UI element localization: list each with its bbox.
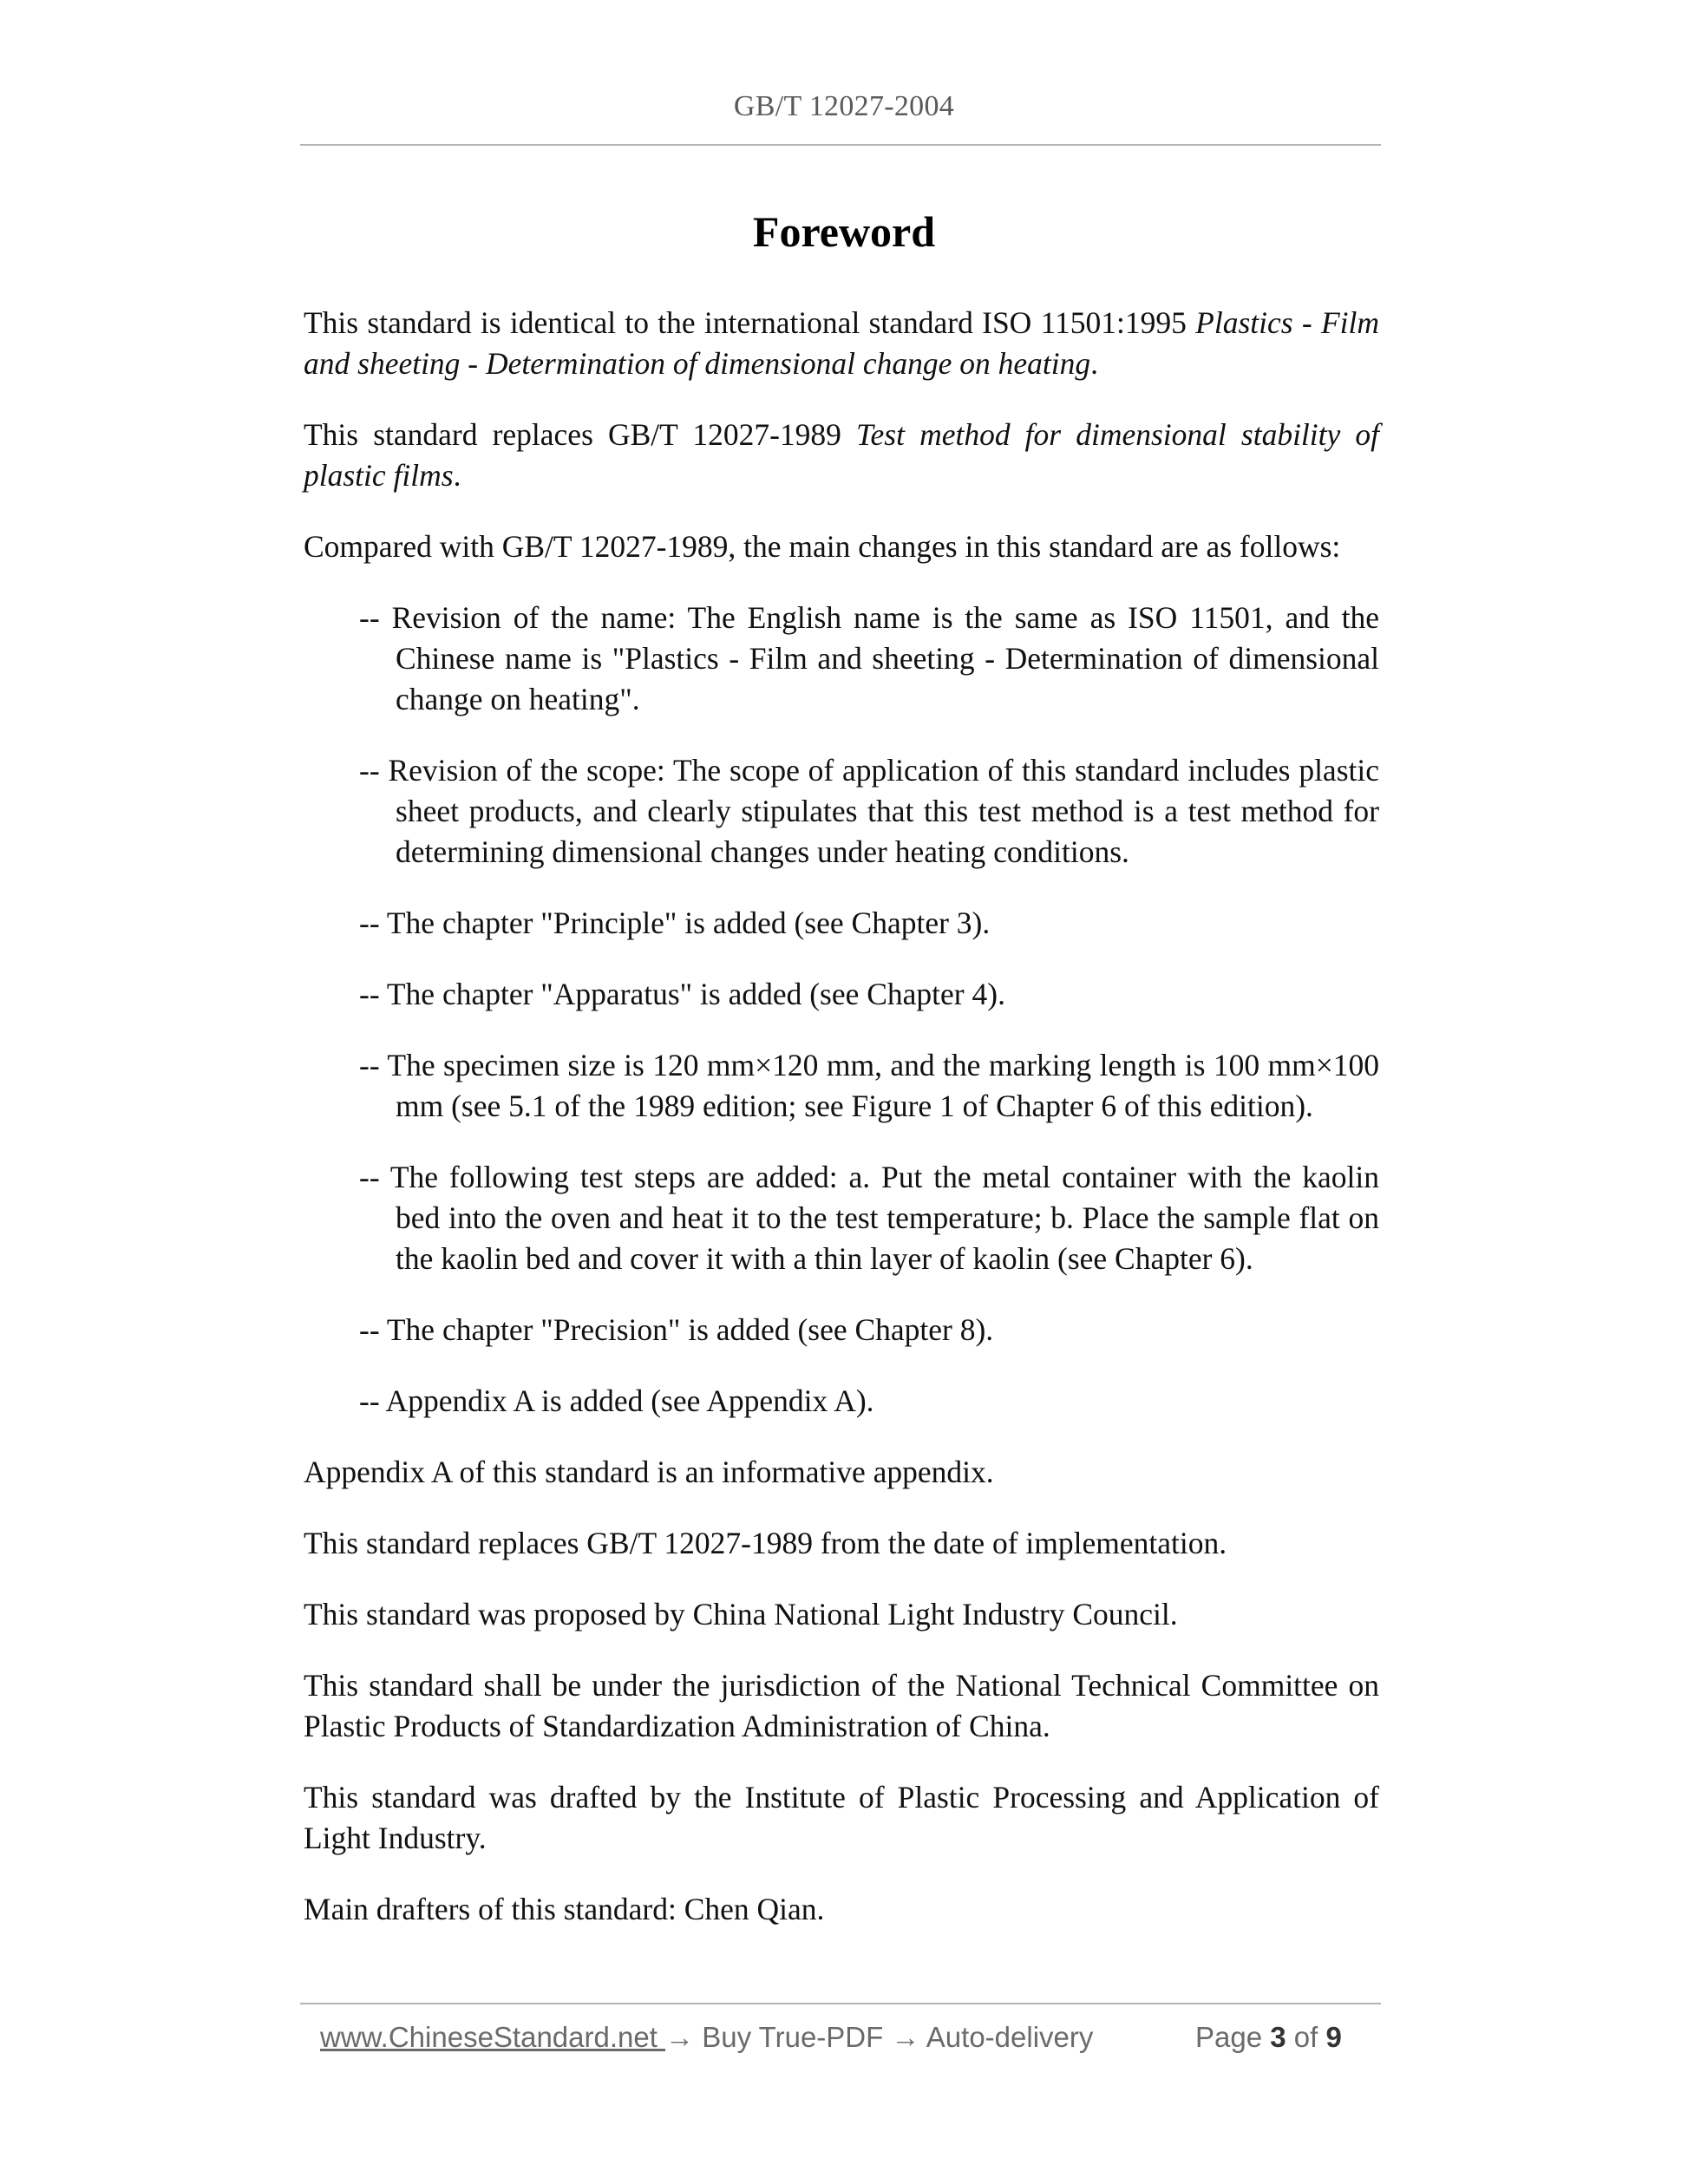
footer-promo [320,2021,1093,2054]
arrow-right-icon: → [891,2021,920,2053]
paragraph-appendix-informative: Appendix A of this standard is an informative appendix. [304,1455,994,1489]
change-item-scope-revision: -- Revision of the scope: The scope of application of this standard includes plastic sheet products, and clearly stipulates that this test method is a test method for determining dimensional changes under heating conditions. [359,753,1379,869]
paragraph-jurisdiction: This standard shall be under the jurisdiction of the National Technical Committee on Plastic Products of Standardization Administration of China. [304,1668,1379,1743]
change-item-precision: -- The chapter "Precision" is added (see Chapter 8). [359,1312,994,1347]
page-total: 9 [1325,2021,1342,2053]
footer-divider [300,2003,1381,2004]
paragraph-replaces-standard [304,415,1379,496]
document-code-header: GB/T 12027-2004 [733,90,955,122]
page-of: of [1286,2021,1326,2053]
paragraph-end: . [453,458,461,493]
paragraph-text: This standard replaces GB/T 12027-1989 [304,417,857,452]
page-current: 3 [1270,2021,1286,2053]
change-item-appendix: -- Appendix A is added (see Appendix A). [359,1383,874,1418]
header-divider [300,144,1381,146]
page-label: Page [1195,2021,1271,2053]
paragraph-implementation: This standard replaces GB/T 12027-1989 from the date of implementation. [304,1526,1227,1560]
paragraph-proposed-by: This standard was proposed by China National Light Industry Council. [304,1597,1178,1631]
change-item-test-steps: -- The following test steps are added: a. Put the metal container with the kaolin bed into the oven and heat it to the test temperature; b. Place the sample flat on the kaolin bed and cover it with a thin layer of kaolin (see Chapter 6). [359,1160,1379,1276]
paragraph-main-changes-intro: Compared with GB/T 12027-1989, the main changes in this standard are as follows: [304,529,1341,564]
arrow-right-icon: → [665,2021,695,2053]
iso-title-italic: Plastics - Film and sheeting - Determination of dimensional change on heating [304,305,1379,381]
change-item-principle: -- The chapter "Principle" is added (see Chapter 3). [359,906,991,940]
paragraph-text: This standard is identical to the international standard ISO 11501:1995 [304,305,1196,340]
change-item-specimen-size: -- The specimen size is 120 mm×120 mm, and the marking length is 100 mm×100 mm (see 5.1 of the 1989 edition; see Figure 1 of Chapter 6 of this edition). [359,1048,1379,1123]
paragraph-identical-standard [304,303,1379,384]
auto-delivery-text: Auto-delivery [919,2021,1094,2053]
foreword-body [304,303,1379,1960]
paragraph-main-drafters: Main drafters of this standard: Chen Qian. [304,1892,825,1926]
old-standard-title-italic: Test method for dimensional stability of plastic films [304,417,1380,493]
change-item-name-revision: -- Revision of the name: The English name is the same as ISO 11501, and the Chinese name is "Plastics - Film and sheeting - Determination of dimensional change on heating". [359,600,1379,716]
buy-true-pdf-text: Buy True-PDF [694,2021,892,2053]
page-indicator [1195,2021,1342,2054]
paragraph-end: . [1090,346,1098,381]
site-link[interactable]: www.ChineseStandard.net [320,2021,666,2053]
page-title: Foreword [752,207,936,256]
change-item-apparatus: -- The chapter "Apparatus" is added (see Chapter 4). [359,977,1005,1011]
paragraph-drafted-by: This standard was drafted by the Institute of Plastic Processing and Application of Light Industry. [304,1780,1379,1855]
